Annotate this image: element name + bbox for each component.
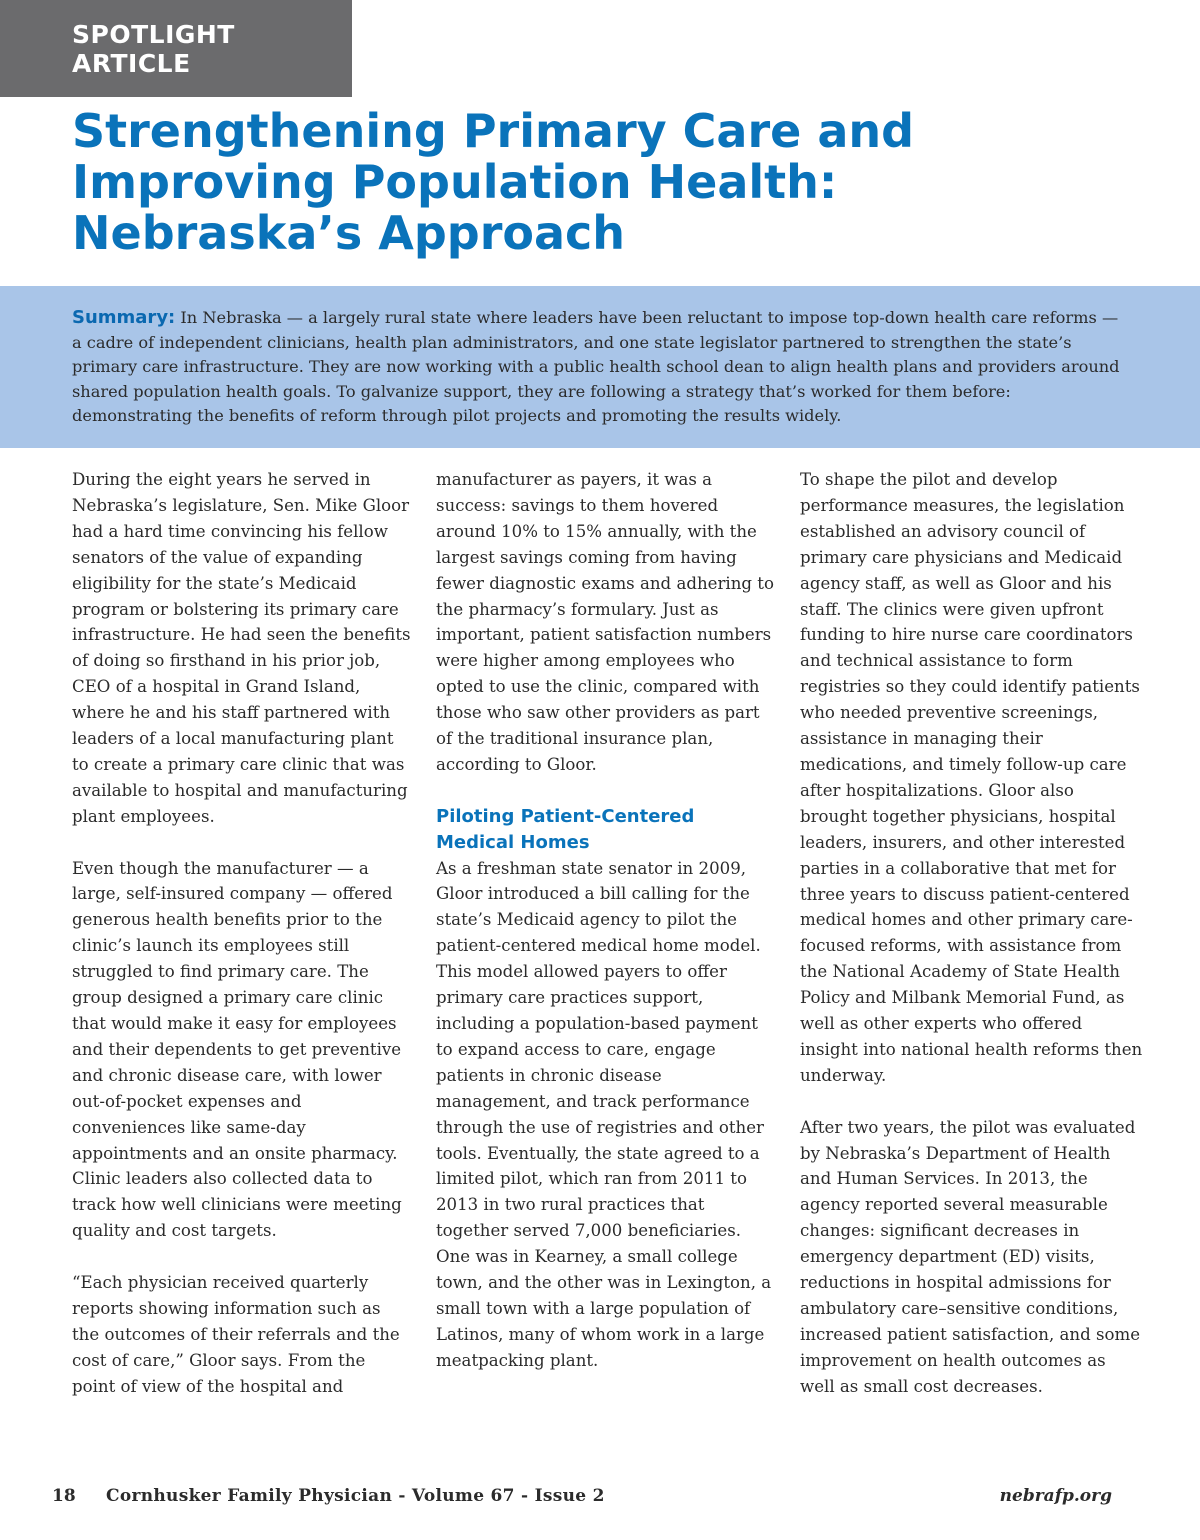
section-tag — [0, 0, 352, 97]
article-paragraph: Even though the manufacturer — a large, self-insured company — offered generous health benefits prior to the clinic’s launch its employees still struggled to find primary care. The group designed a primary care clinic that would make it easy for employees and their dependents to get preventive and chronic disease care, with lower out-of-pocket expenses and conveniences like same-day appointments and an onsite pharmacy. Clinic leaders also collected data to track how well clinicians were meeting quality and cost targets. — [72, 858, 402, 1241]
article-paragraph: manufacturer as payers, it was a success: savings to them hovered around 10% to 15% annually, with the largest savings coming from having fewer diagnostic exams and adhering to the pharmacy’s formulary. Just as important, patient satisfaction numbers were higher among employees who opted to use the clinic, compared with those who saw other providers as part of the traditional insurance plan, according to Gloor. — [436, 470, 774, 774]
article-column-2 — [436, 467, 776, 1400]
article-paragraph: During the eight years he served in Nebraska’s legislature, Sen. Mike Gloor had a hard time convincing his fellow senators of the value of expanding eligibility for the state’s Medicaid program or bolstering its primary care infrastructure. He had seen the benefits of doing so firsthand in his prior job, CEO of a hospital in Grand Island, where he and his staff partnered with leaders of a local manufacturing plant to create a primary care clinic that was available to hospital and manufacturing plant employees. — [72, 470, 411, 826]
article-paragraph: After two years, the pilot was evaluated by Nebraska’s Department of Health and Human Services. In 2013, the agency reported several measurable changes: significant decreases in emergency department (ED) visits, reductions in hospital admissions for ambulatory care–sensitive conditions, increased patient satisfaction, and some improvement on health outcomes as well as small cost decreases. — [800, 1117, 1141, 1396]
article-column-1 — [72, 467, 412, 1425]
summary-label: Summary: — [72, 307, 176, 328]
article-paragraph: “Each physician received quarterly reports showing information such as the outcomes of their referrals and the cost of care,” Gloor says. From the point of view of the hospital and — [72, 1273, 400, 1396]
article-title-line-1: Strengthening Primary Care and — [72, 104, 915, 158]
article-column-3 — [800, 467, 1145, 1426]
page-number: 18 — [52, 1486, 76, 1506]
summary-box — [0, 286, 1200, 448]
section-tag-label: SPOTLIGHT ARTICLE — [72, 19, 235, 78]
website-link[interactable]: nebrafp.org — [999, 1486, 1112, 1506]
journal-name: Cornhusker Family Physician - Volume 67 - Issue 2 — [106, 1486, 605, 1506]
article-title-line-3: Nebraska’s Approach — [72, 206, 626, 260]
article-paragraph: To shape the pilot and develop performance measures, the legislation established an advisory council of primary care physicians and Medicaid agency staff, as well as Gloor and his staff. The clinics were given upfront funding to hire nurse care coordinators and technical assistance to form registries so they could identify patients who needed preventive screenings, assistance in managing their medications, and timely follow-up care after hospitalizations. Gloor also brought together physicians, hospital leaders, insurers, and other interested parties in a collaborative that met for three years to discuss patient-centered medical homes and other primary care-focused reforms, with assistance from the National Academy of State Health Policy and Milbank Memorial Fund, as well as other experts who offered insight into national health reforms then underway. — [800, 470, 1143, 1085]
page-footer — [52, 1483, 1112, 1509]
article-title — [72, 106, 1172, 259]
article-title-line-2: Improving Population Health: — [72, 155, 838, 209]
article-paragraph: As a freshman state senator in 2009, Gloor introduced a bill calling for the state’s Medicaid agency to pilot the patient-centered medical home model. This model allowed payers to offer primary care practices support, including a population-based payment to expand access to care, engage patients in chronic disease management, and track performance through the use of registries and other tools. Eventually, the state agreed to a limited pilot, which ran from 2011 to 2013 in two rural practices that together served 7,000 beneficiaries. One was in Kearney, a small college town, and the other was in Lexington, a small town with a large population of Latinos, many of whom work in a large meatpacking plant. — [436, 858, 772, 1370]
summary-text: In Nebraska — a largely rural state where leaders have been reluctant to impose top-down health care reforms — a cadre of independent clinicians, health plan administrators, and one state legislator partnered to strengthen the state’s primary care infrastructure. They are now working with a public health school dean to align health plans and providers around shared population health goals. To galvanize support, they are following a strategy that’s worked for them before: demonstrating the benefits of reform through pilot projects and promoting the results widely. — [72, 308, 1120, 426]
section-subheading: Piloting Patient-Centered Medical Homes — [436, 805, 695, 853]
